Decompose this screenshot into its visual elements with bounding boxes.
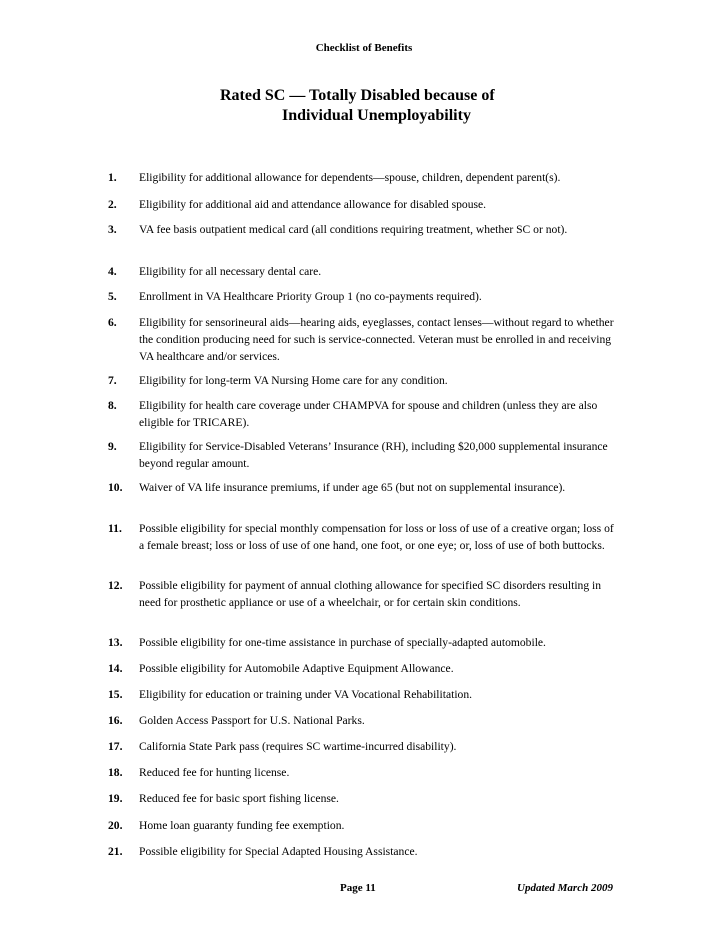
item-number: 7. [108,374,117,387]
item-text: Eligibility for long-term VA Nursing Home care for any condition. [139,374,448,387]
item-text: Reduced fee for hunting license. [139,766,290,779]
item-number: 2. [108,198,117,211]
item-number: 5. [108,290,117,303]
item-text: Reduced fee for basic sport fishing license. [139,792,339,805]
item-number: 8. [108,399,117,412]
item-number: 9. [108,440,117,453]
item-number: 12. [108,579,123,592]
item-text: Eligibility for education or training under VA Vocational Rehabilitation. [139,688,473,701]
item-text: Eligibility for Service-Disabled Veterans’ Insurance (RH), including $20,000 supplemental insurance beyond regular amount. [139,440,608,470]
item-text: Enrollment in VA Healthcare Priority Group 1 (no co-payments required). [139,290,482,303]
item-number: 18. [108,766,123,779]
item-text: Eligibility for additional allowance for dependents—spouse, children, dependent parent(s). [139,171,561,184]
item-text: Eligibility for sensorineural aids—hearing aids, eyeglasses, contact lenses—without regard to whether the condition producing need for such is service-connected. Veteran must be enrolled in and receiving VA healthcare and/or services. [139,316,614,363]
item-text: Golden Access Passport for U.S. National Parks. [139,714,365,727]
title-line-1: Rated SC — Totally Disabled because of [220,87,495,104]
item-number: 14. [108,662,123,675]
item-number: 20. [108,819,123,832]
item-number: 11. [108,522,122,535]
item-text: Possible eligibility for special monthly compensation for loss or loss of use of a creative organ; loss of a female breast; loss or loss of use of one hand, one foot, or one eye; or, loss of use of both buttocks. [139,522,614,552]
updated-date: Updated March 2009 [517,882,613,894]
item-number: 15. [108,688,123,701]
item-number: 19. [108,792,123,805]
item-text: VA fee basis outpatient medical card (all conditions requiring treatment, whether SC or not). [139,223,568,236]
item-text: California State Park pass (requires SC wartime-incurred disability). [139,740,457,753]
item-text: Eligibility for health care coverage under CHAMPVA for spouse and children (unless they are also eligible for TRICARE). [139,399,598,429]
item-text: Eligibility for all necessary dental care. [139,265,322,278]
item-number: 1. [108,171,117,184]
item-number: 17. [108,740,123,753]
item-number: 13. [108,636,123,649]
item-text: Home loan guaranty funding fee exemption. [139,819,345,832]
title-line-2: Individual Unemployability [282,107,471,124]
item-number: 3. [108,223,117,236]
item-text: Eligibility for additional aid and attendance allowance for disabled spouse. [139,198,487,211]
item-text: Possible eligibility for payment of annual clothing allowance for specified SC disorders resulting in need for prosthetic appliance or use of a wheelchair, or for certain skin conditions. [139,579,602,609]
item-text: Possible eligibility for Special Adapted Housing Assistance. [139,845,418,858]
page-number: Page 11 [340,882,376,894]
item-text: Waiver of VA life insurance premiums, if under age 65 (but not on supplemental insurance). [139,481,566,494]
item-number: 21. [108,845,123,858]
item-text: Possible eligibility for one-time assistance in purchase of specially-adapted automobile. [139,636,546,649]
running-header: Checklist of Benefits [315,42,413,54]
item-text: Possible eligibility for Automobile Adaptive Equipment Allowance. [139,662,454,675]
item-number: 16. [108,714,123,727]
item-number: 4. [108,265,117,278]
item-number: 10. [108,481,123,494]
item-number: 6. [108,316,117,329]
